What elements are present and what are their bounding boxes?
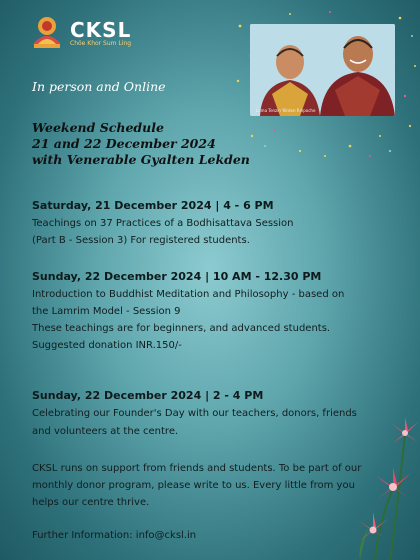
contact-info: Further Information: info@cksl.in — [32, 530, 197, 541]
event-2-line-4: Suggested donation INR.150/- — [32, 340, 182, 351]
event-3-line-2: and volunteers at the centre. — [32, 426, 179, 437]
event-3-heading: Sunday, 22 December 2024 | 2 - 4 PM — [32, 389, 264, 402]
event-1-line-2: (Part B - Session 3) For registered students. — [32, 235, 250, 246]
support-line-3: helps our centre thrive. — [32, 497, 150, 508]
event-2-line-3: These teachings are for beginners, and advanced students. — [32, 323, 331, 334]
photo-caption: Lama Tenzin Yönten Rinpoche — [256, 108, 316, 113]
lily-flowers-decoration — [335, 395, 420, 560]
schedule-dates: 21 and 22 December 2024 — [32, 136, 216, 151]
event-2-line-2: the Lamrim Model - Session 9 — [32, 306, 181, 317]
attendance-mode: In person and Online — [32, 79, 166, 94]
event-1-heading: Saturday, 21 December 2024 | 4 - 6 PM — [32, 199, 274, 212]
schedule-title: Weekend Schedule — [32, 120, 164, 135]
event-2-line-1: Introduction to Buddhist Meditation and Philosophy - based on — [32, 289, 345, 300]
teachers-photo — [250, 24, 395, 116]
event-2-heading: Sunday, 22 December 2024 | 10 AM - 12.30 PM — [32, 270, 322, 283]
event-1-line-1: Teachings on 37 Practices of a Bodhisattava Session — [32, 218, 294, 229]
logo — [30, 14, 131, 54]
support-line-2: monthly donor program, please write to us. Every little from you — [32, 480, 355, 491]
support-line-1: CKSL runs on support from friends and students. To be part of our — [32, 463, 362, 474]
logo-subtitle: Chöe Khor Sum Ling — [70, 40, 132, 47]
monks-illustration — [250, 24, 395, 116]
lotus-logo-icon — [30, 14, 64, 54]
logo-title: CKSL — [70, 18, 132, 42]
schedule-teacher: with Venerable Gyalten Lekden — [32, 152, 250, 167]
event-3-line-1: Celebrating our Founder's Day with our teachers, donors, friends — [32, 408, 357, 419]
